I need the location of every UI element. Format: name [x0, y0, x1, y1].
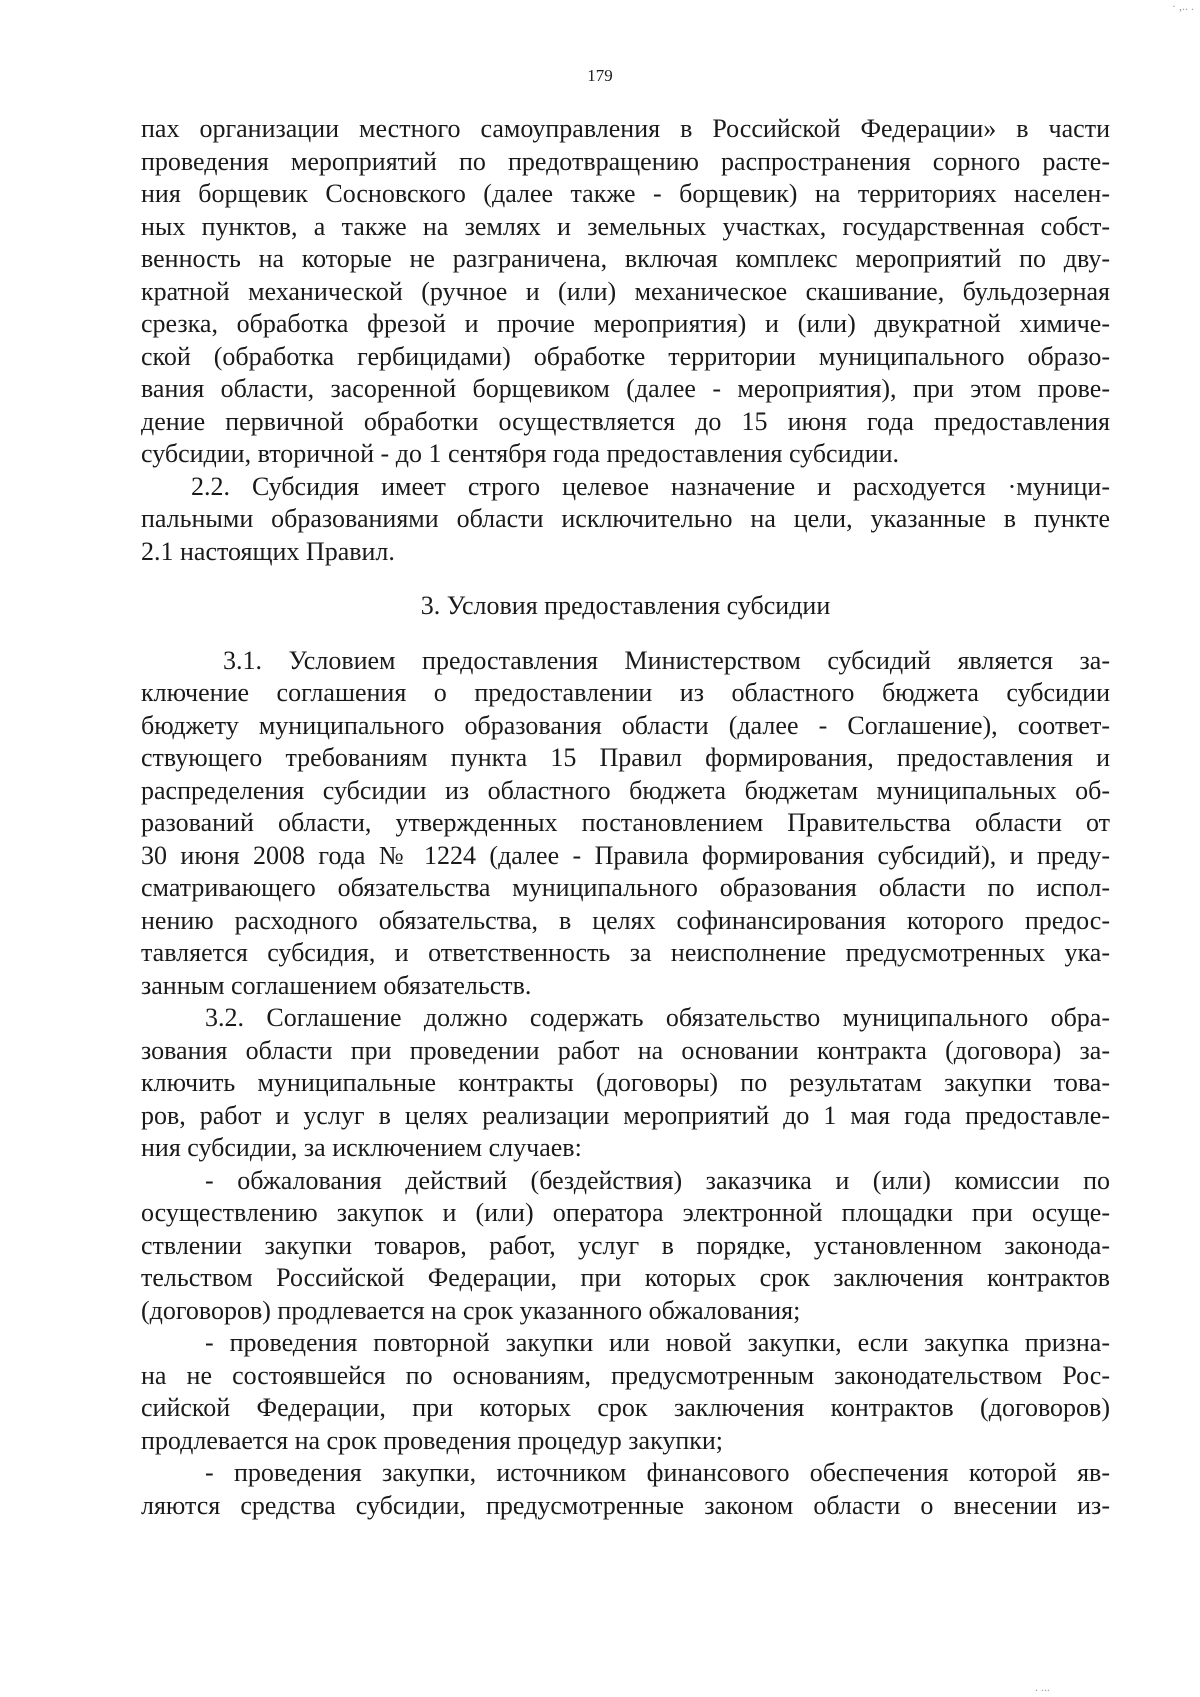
text-line: бюджету муниципального образования области (далее - Соглашение), соответ- [141, 710, 1110, 740]
text-line: 3.1. Условием предоставления Министерством субсидий является за- [223, 645, 1110, 675]
text-line: занным соглашением обязательств. [141, 970, 532, 1000]
text-line: ствующего требованиям пункта 15 Правил формирования, предоставления и [141, 743, 1110, 772]
text-line: нению расходного обязательства, в целях софинансирования которого предос- [141, 905, 1110, 935]
list-item-repeat-procurement [141, 1327, 1110, 1457]
text-line: венность на которые не разграничена, включая комплекс мероприятий по дву- [141, 244, 1110, 273]
text-line: ключение соглашения о предоставлении из областного бюджета субсидии [141, 678, 1110, 707]
text-line: пальными образованиями области исключительно на цели, указанные в пункте [141, 504, 1110, 533]
text-line: проведения мероприятий по предотвращению распространения сорного расте- [141, 146, 1110, 176]
scan-artifact-mark: · ,.. . [1172, 0, 1194, 13]
text-line: дение первичной обработки осуществляется до 15 июня года предоставления [141, 406, 1110, 436]
text-line: зования области при проведении работ на основании контракта (договора) за- [141, 1035, 1110, 1065]
list-item-appeal [141, 1165, 1110, 1328]
text-line: пах организации местного самоуправления в Российской Федерации» в части [141, 114, 1110, 143]
document-body [141, 113, 1110, 1522]
text-line: сийской Федерации, при которых срок заключения контрактов (договоров) [141, 1393, 1110, 1422]
text-line: тельством Российской Федерации, при которых срок заключения контрактов [141, 1263, 1110, 1292]
text-line: вания области, засоренной борщевиком (далее - мероприятия), при этом прове- [141, 374, 1110, 403]
text-line: ляются средства субсидии, предусмотренные законом области о внесении из- [141, 1490, 1110, 1520]
text-line: разований области, утвержденных постановлением Правительства области от [141, 808, 1110, 837]
paragraph-2-2 [141, 471, 1110, 569]
text-line: распределения субсидии из областного бюджета бюджетам муниципальных об- [141, 775, 1110, 805]
text-line: сматривающего обязательства муниципального образования области по испол- [141, 873, 1110, 902]
text-line: 2.1 настоящих Правил. [141, 536, 395, 566]
paragraph-3-1 [141, 645, 1110, 1003]
text-line: 2.2. Субсидия имеет строго целевое назначение и расходуется ·муници- [191, 471, 1110, 501]
text-line: субсидии, вторичной - до 1 сентября года предоставления субсидии. [141, 439, 900, 468]
text-line: ствлении закупки товаров, работ, услуг в порядке, установленном законода- [141, 1230, 1110, 1260]
text-line: - проведения повторной закупки или новой закупки, если закупка призна- [205, 1328, 1110, 1357]
text-line: ных пунктов, а также на землях и земельных участках, государственная собст- [141, 211, 1110, 241]
section-heading: 3. Условия предоставления субсидии [420, 591, 831, 620]
text-line: ния борщевик Сосновского (далее также - борщевик) на территориях населен- [141, 179, 1110, 208]
text-line: ров, работ и услуг в целях реализации мероприятий до 1 мая года предоставле- [141, 1100, 1110, 1130]
text-line: на не состоявшейся по основаниям, предусмотренным законодательством Рос- [141, 1360, 1110, 1390]
text-line: продлевается на срок проведения процедур закупки; [141, 1425, 724, 1455]
list-item-subsidy-procurement [141, 1457, 1110, 1522]
text-line: ния субсидии, за исключением случаев: [141, 1133, 582, 1162]
text-line: осуществлению закупок и (или) оператора электронной площадки при осуще- [141, 1198, 1110, 1227]
text-line: кратной механической (ручное и (или) механическое скашивание, бульдозерная [141, 276, 1110, 306]
text-line: 3.2. Соглашение должно содержать обязательство муниципального обра- [205, 1003, 1110, 1032]
text-line: 30 июня 2008 года № 1224 (далее - Правила формирования субсидий), и преду- [141, 840, 1110, 870]
text-line: (договоров) продлевается на срок указанного обжалования; [141, 1295, 801, 1325]
text-line: ключить муниципальные контракты (договоры) по результатам закупки това- [141, 1068, 1110, 1097]
paragraph-3-2 [141, 1002, 1110, 1165]
page-number: 179 [587, 66, 613, 85]
text-line: ской (обработка гербицидами) обработке территории муниципального образо- [141, 341, 1110, 371]
paragraph-continuation [141, 113, 1110, 471]
text-line: тавляется субсидия, и ответственность за неисполнение предусмотренных ука- [141, 938, 1110, 967]
scan-artifact-mark: . ... [1035, 1680, 1050, 1694]
text-line: - проведения закупки, источником финансового обеспечения которой яв- [205, 1458, 1110, 1487]
text-line: - обжалования действий (бездействия) заказчика и (или) комиссии по [205, 1165, 1110, 1195]
text-line: срезка, обработка фрезой и прочие мероприятия) и (или) двукратной химиче- [141, 309, 1110, 338]
